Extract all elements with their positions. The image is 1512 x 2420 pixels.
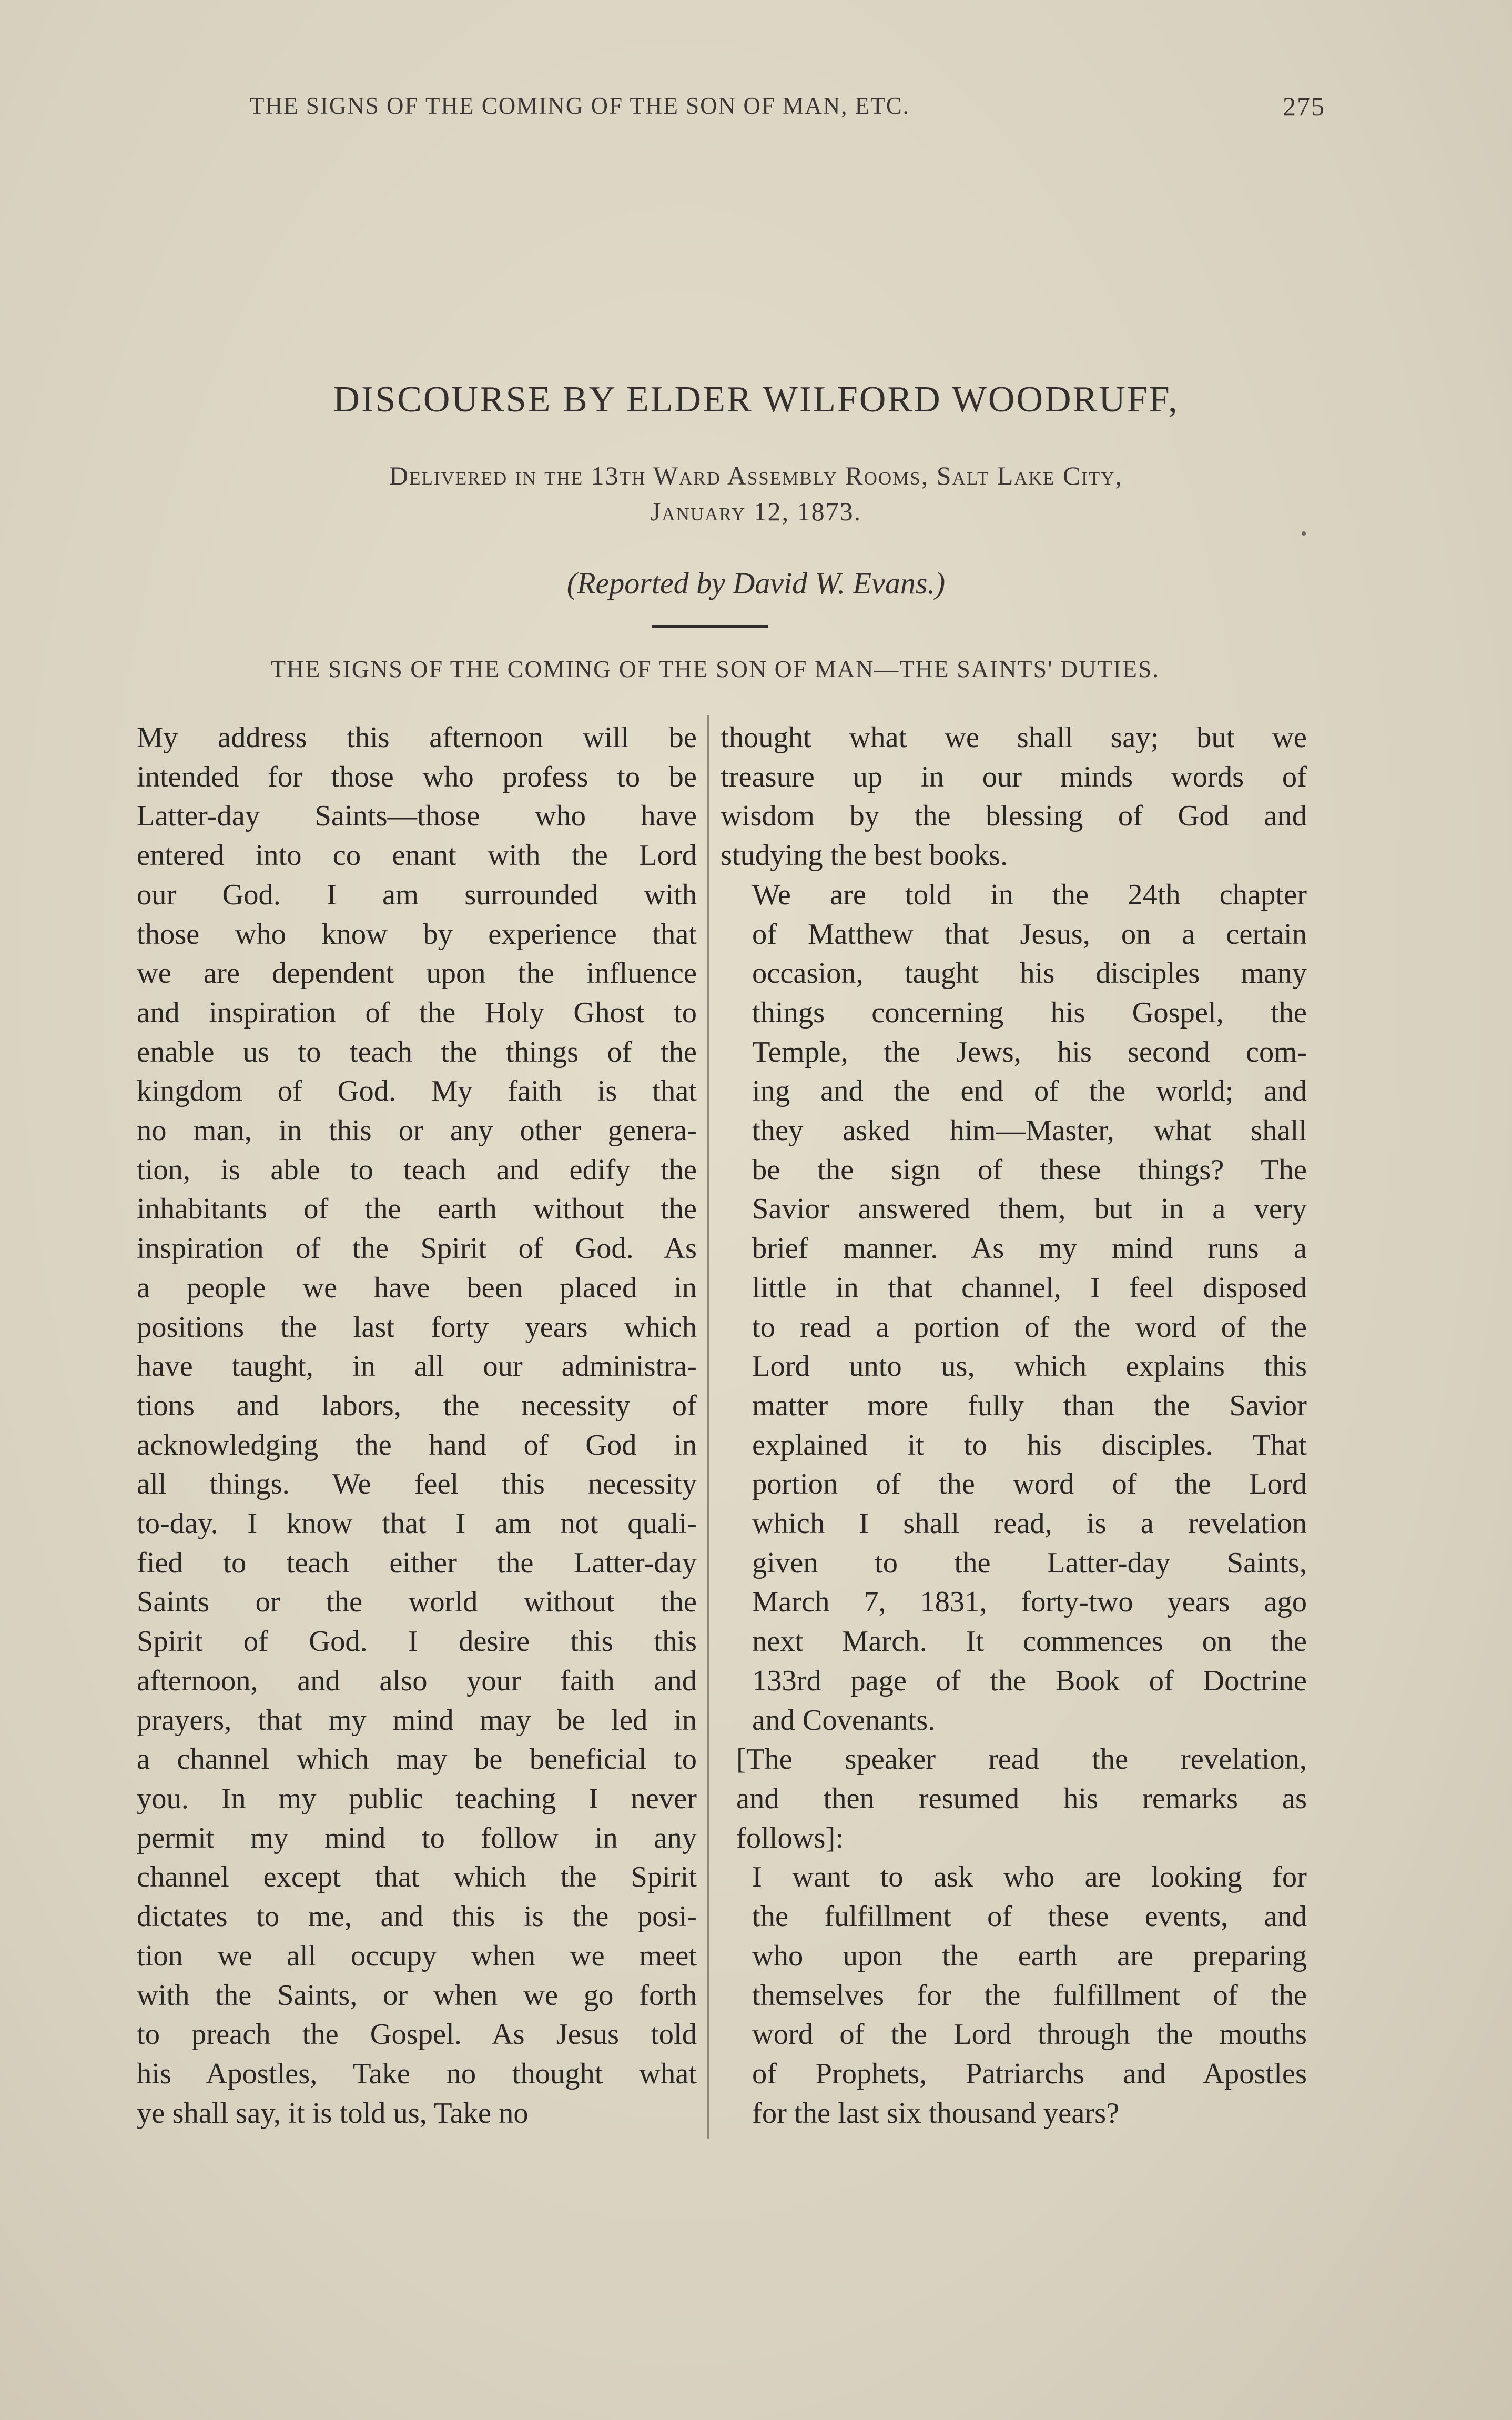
text-line: for the last six thousand years? (752, 2096, 1120, 2130)
text-line: to-day. I know that I am not quali- (137, 1507, 697, 1540)
text-line: word of the Lord through the mouths (752, 2018, 1307, 2051)
reporter-credit: (Reported by David W. Evans.) (566, 566, 946, 600)
text-line: those who know by experience that (137, 917, 697, 951)
text-line: Savior answered them, but in a very (752, 1193, 1307, 1226)
text-line: fied to teach either the Latter-day (137, 1546, 697, 1579)
text-line: channel except that which the Spirit (137, 1861, 697, 1894)
discourse-title: DISCOURSE BY ELDER WILFORD WOODRUFF, (333, 379, 1179, 420)
text-line: portion of the word of the Lord (752, 1468, 1307, 1501)
text-line: the fulfillment of these events, and (752, 1900, 1307, 1933)
text-line: matter more fully than the Savior (752, 1389, 1307, 1422)
page-number: 275 (1283, 92, 1325, 121)
text-line: tions and labors, the necessity of (137, 1389, 697, 1422)
right-column (721, 718, 1307, 2133)
text-line: and inspiration of the Holy Ghost to (137, 996, 697, 1029)
text-line: be the sign of these things? The (752, 1153, 1307, 1186)
text-line: you. In my public teaching I never (137, 1782, 697, 1815)
delivered-location: Delivered in the 13th Ward Assembly Rooms, Salt Lake City, (389, 461, 1123, 490)
paragraph-question (721, 1858, 1307, 2133)
text-line: occasion, taught his disciples many (752, 957, 1307, 990)
text-line: all things. We feel this necessity (137, 1468, 697, 1501)
text-line: tion, is able to teach and edify the (137, 1153, 697, 1186)
text-line: our God. I am surrounded with (137, 878, 697, 911)
text-line: My address this afternoon will be (137, 721, 697, 754)
text-line: 133rd page of the Book of Doctrine (752, 1664, 1307, 1697)
text-line: brief manner. As my mind runs a (752, 1232, 1307, 1265)
text-line: inhabitants of the earth without the (137, 1193, 697, 1226)
text-line: Spirit of God. I desire this this (137, 1625, 697, 1658)
text-line: with the Saints, or when we go forth (137, 1979, 697, 2012)
text-line: Temple, the Jews, his second com- (752, 1035, 1307, 1068)
discourse-subtitle: THE SIGNS OF THE COMING OF THE SON OF MAN—THE SAINTS' DUTIES. (270, 656, 1160, 682)
text-line: they asked him—Master, what shall (752, 1114, 1307, 1147)
text-line: to preach the Gospel. As Jesus told (137, 2018, 697, 2051)
text-line: of Matthew that Jesus, on a certain (752, 917, 1307, 951)
paragraph-opening (105, 718, 697, 2133)
paragraph-bracket-note (721, 1740, 1307, 1858)
text-line: ing and the end of the world; and (752, 1075, 1307, 1108)
text-line: March 7, 1831, forty-two years ago (752, 1586, 1307, 1619)
text-line: permit my mind to follow in any (137, 1821, 697, 1854)
running-header (242, 87, 1325, 129)
text-line: studying the best books. (721, 839, 1008, 872)
text-line: things concerning his Gospel, the (752, 996, 1307, 1029)
column-divider (707, 715, 709, 2139)
text-line: given to the Latter-day Saints, (752, 1546, 1307, 1579)
text-line: a channel which may be beneficial to (137, 1743, 697, 1776)
text-line: thought what we shall say; but we (721, 721, 1307, 754)
text-line: have taught, in all our administra- (137, 1350, 697, 1383)
text-line: entered into co enant with the Lord (137, 839, 697, 872)
text-line: to read a portion of the word of the (752, 1310, 1307, 1344)
text-line: enable us to teach the things of the (137, 1035, 697, 1068)
text-line: themselves for the fulfillment of the (752, 1979, 1307, 2012)
text-line: we are dependent upon the influence (137, 957, 697, 990)
text-line: We are told in the 24th chapter (752, 878, 1307, 911)
text-line: which I shall read, is a revelation (752, 1507, 1307, 1540)
text-line: acknowledging the hand of God in (137, 1428, 697, 1461)
text-line: I want to ask who are looking for (752, 1861, 1307, 1894)
text-line: afternoon, and also your faith and (137, 1664, 697, 1697)
scan-speck (1302, 531, 1306, 536)
paragraph-matthew (721, 875, 1307, 1740)
text-line: positions the last forty years which (137, 1310, 697, 1344)
text-line: tion we all occupy when we meet (137, 1939, 697, 1972)
text-line: wisdom by the blessing of God and (721, 800, 1307, 833)
text-line: little in that channel, I feel disposed (752, 1271, 1307, 1304)
text-line: treasure up in our minds words of (721, 760, 1307, 793)
paragraph-continued (721, 718, 1307, 875)
text-line: next March. It commences on the (752, 1625, 1307, 1658)
text-line: Lord unto us, which explains this (752, 1350, 1307, 1383)
text-line: his Apostles, Take no thought what (137, 2057, 697, 2090)
delivered-info (158, 458, 1354, 529)
text-line: a people we have been placed in (137, 1271, 697, 1304)
left-column (105, 718, 697, 2133)
title-rule (652, 625, 768, 628)
text-line: prayers, that my mind may be led in (137, 1703, 697, 1737)
text-line: and then resumed his remarks as (736, 1782, 1307, 1815)
text-line: no man, in this or any other genera- (137, 1114, 697, 1147)
delivered-date: January 12, 1873. (650, 497, 862, 526)
text-line: inspiration of the Spirit of God. As (137, 1232, 697, 1265)
text-line: intended for those who profess to be (137, 760, 697, 793)
text-line: dictates to me, and this is the posi- (137, 1900, 697, 1933)
text-line: explained it to his disciples. That (752, 1428, 1307, 1461)
running-title: THE SIGNS OF THE COMING OF THE SON OF MAN, ETC. (250, 93, 910, 119)
text-line: Saints or the world without the (137, 1586, 697, 1619)
text-line: of Prophets, Patriarchs and Apostles (752, 2057, 1307, 2090)
text-line: and Covenants. (752, 1703, 936, 1737)
text-line: follows]: (736, 1821, 844, 1854)
text-line: who upon the earth are preparing (752, 1939, 1307, 1972)
text-line: [The speaker read the revelation, (736, 1743, 1307, 1776)
text-line: Latter-day Saints—those who have (137, 800, 697, 833)
text-line: ye shall say, it is told us, Take no (137, 2096, 529, 2130)
text-line: kingdom of God. My faith is that (137, 1075, 697, 1108)
